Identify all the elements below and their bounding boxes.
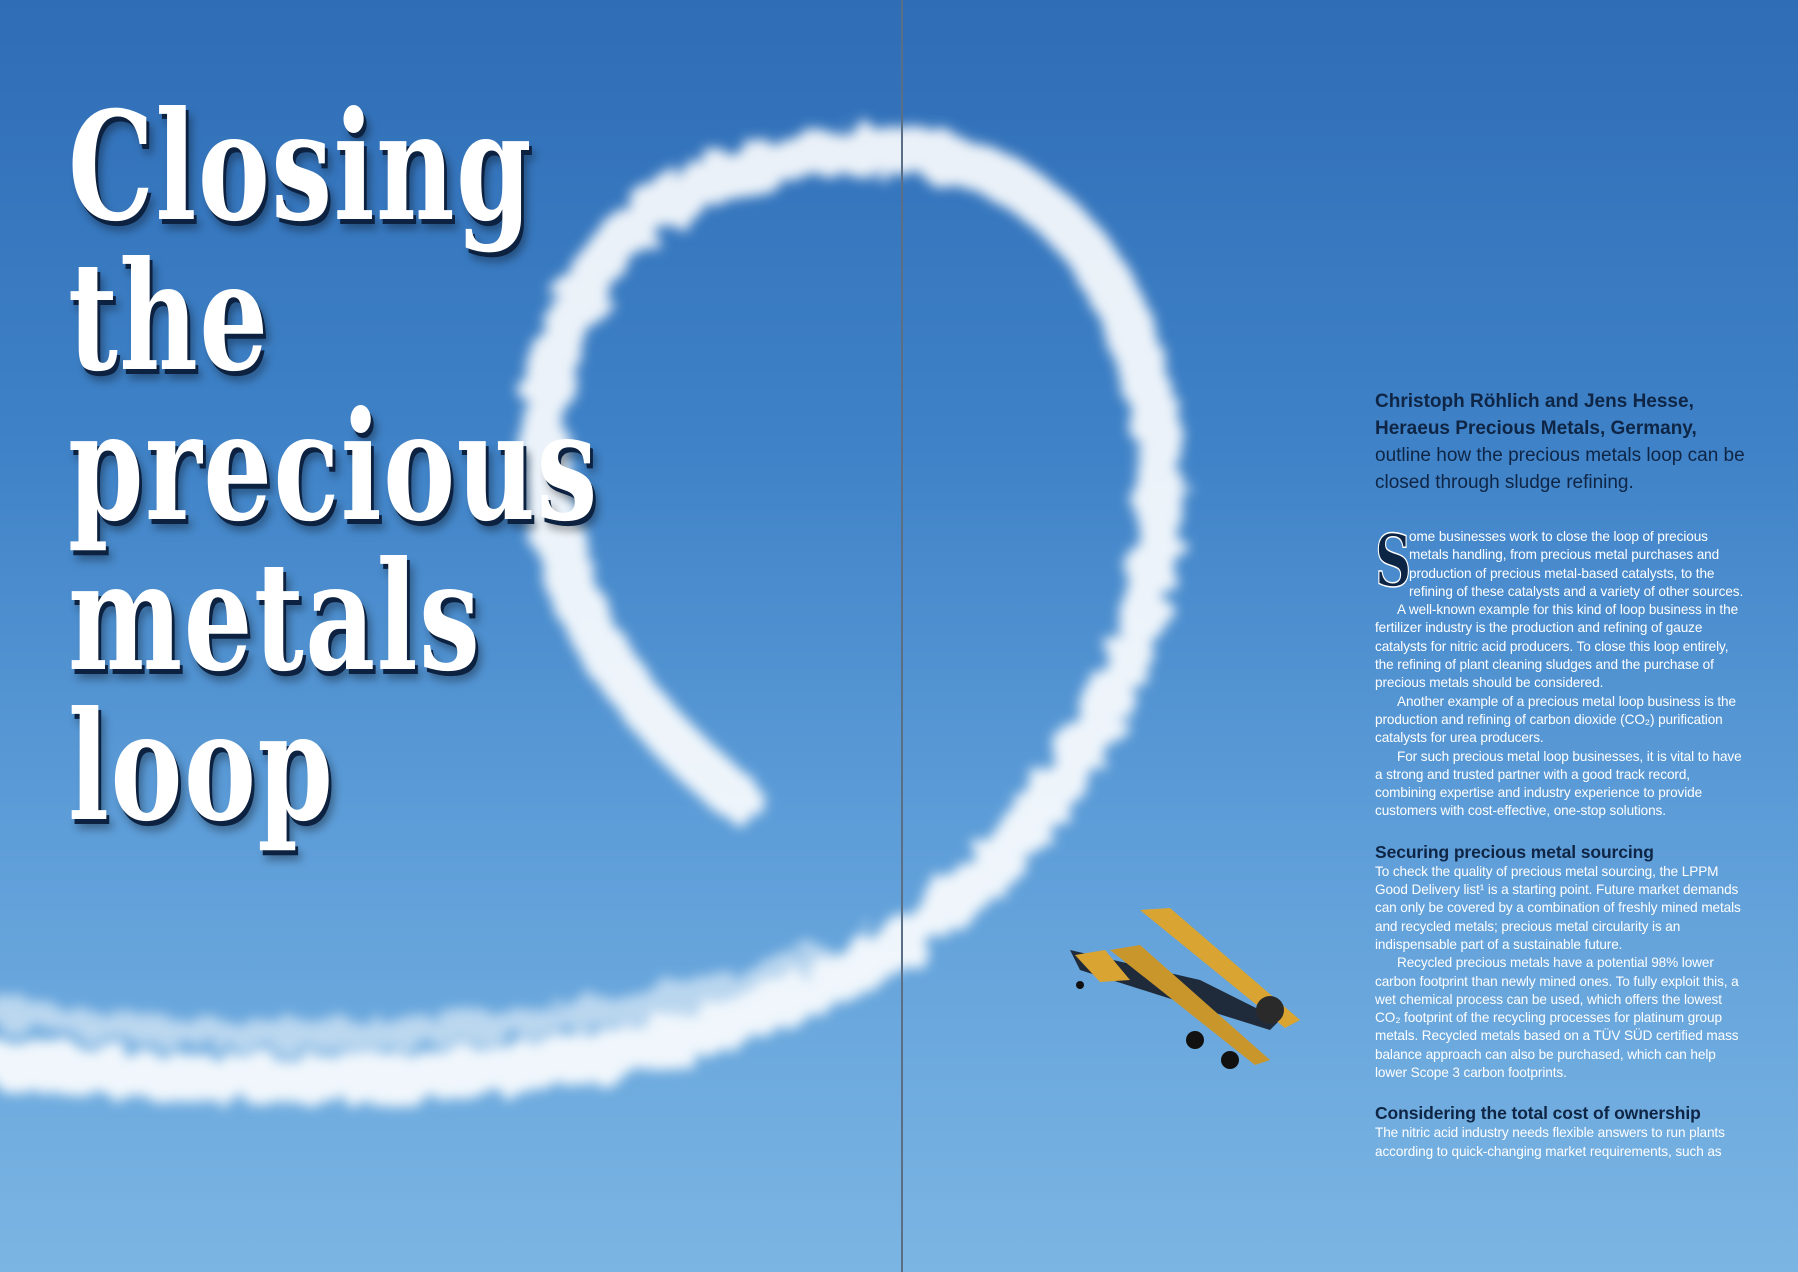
paragraph: Another example of a precious metal loop business is the production and refining of carbon dioxide (CO₂) purification catalysts for urea producers. bbox=[1375, 693, 1736, 746]
drop-cap: S bbox=[1375, 518, 1412, 603]
biplane bbox=[1070, 908, 1300, 1069]
intro-text: ome businesses work to close the loop of precious metals handling, from precious metal purchases and production of precious metal-based catalysts, to the refining of these catalysts and a variety of other sources. bbox=[1409, 529, 1744, 599]
title-line: the bbox=[68, 229, 270, 405]
article-title bbox=[68, 79, 805, 855]
title-line: metals bbox=[68, 529, 482, 705]
article-column bbox=[1375, 388, 1745, 1161]
standfirst: outline how the precious metals loop can be closed through sludge refining. bbox=[1375, 445, 1745, 493]
paragraph: Recycled precious metals have a potential 98% lower carbon footprint than newly mined ones. To fully exploit this, a wet chemical process can be used, which offers the lowest CO₂ footprint of the recycling processes for platinum group metals. Recycled metals based on a TÜV SÜD certified mass balance approach can also be purchased, which can help lower Scope 3 carbon footprints. bbox=[1375, 955, 1739, 1081]
byline bbox=[1375, 388, 1745, 496]
paragraph: To check the quality of precious metal sourcing, the LPPM Good Delivery list¹ is a starting point. Future market demands can only be covered by a combination of freshly mined metals and recycled metals; precious metal circularity is an indispensable part of a sustainable future. bbox=[1375, 863, 1741, 952]
paragraph: The nitric acid industry needs flexible answers to run plants according to quick-changing market requirements, such as bbox=[1375, 1125, 1725, 1159]
affiliation: Heraeus Precious Metals, Germany, bbox=[1375, 418, 1697, 439]
authors: Christoph Röhlich and Jens Hesse, bbox=[1375, 391, 1694, 412]
intro-paragraph bbox=[1375, 518, 1745, 603]
page-spine bbox=[901, 0, 903, 1272]
article-body bbox=[1375, 518, 1745, 1161]
paragraph: A well-known example for this kind of loop business in the fertilizer industry is the production and refining of gauze catalysts for nitric acid producers. To close this loop entirely, the refining of plant cleaning sludges and the purchase of precious metals should be considered. bbox=[1375, 602, 1739, 691]
section-heading: Considering the total cost of ownership bbox=[1375, 1103, 1701, 1124]
title-line: precious bbox=[68, 379, 599, 555]
paragraph: For such precious metal loop businesses, it is vital to have a strong and trusted partner with a good track record, combining expertise and industry experience to provide customers with cost-effective, one-stop solutions. bbox=[1375, 748, 1742, 819]
section-heading: Securing precious metal sourcing bbox=[1375, 841, 1654, 862]
title-line: Closing bbox=[68, 79, 533, 255]
title-line: loop bbox=[68, 679, 335, 855]
